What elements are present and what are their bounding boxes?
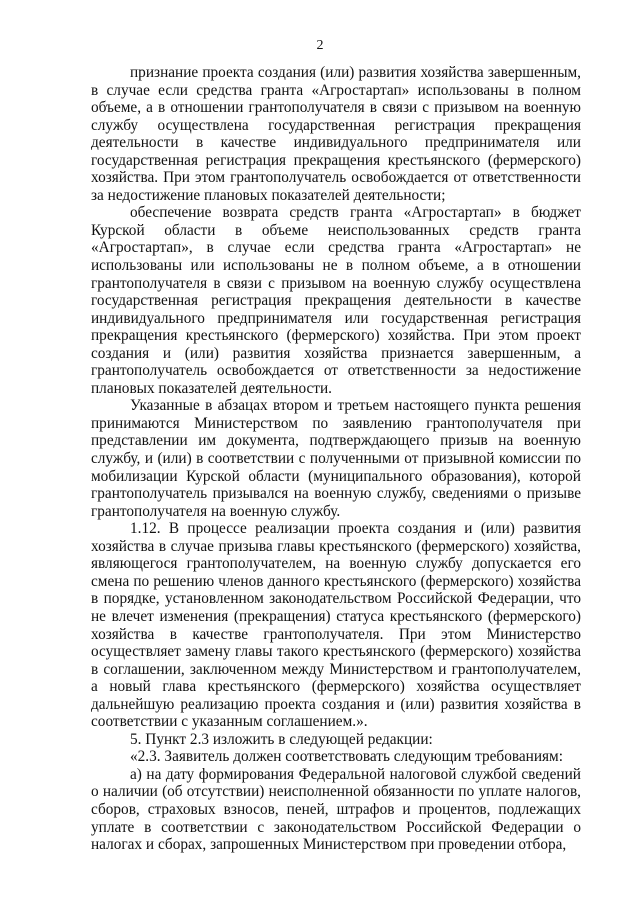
paragraph-decisions: Указанные в абзацах втором и третьем настоящего пункта решения принимаются Министерством по заявлению грантополучателя при представлении им документа, подтверждающего призыв на военную службу, и (или) в соответствии с полученными от призывной комиссии по мобилизации Курской области (муниципального образования), которой грантополучатель призывался на военную службу, сведениями о призыве грантополучателя на военную службу.: [91, 397, 581, 520]
paragraph-grant-return: обеспечение возврата средств гранта «Агростартап» в бюджет Курской области в объеме неиспользованных средств гранта «Агростартап», в случае если средства гранта «Агростартап» не использованы или использованы не в полном объеме, а в отношении грантополучателя в связи с призывом на военную службу осуществлена государственная регистрация прекращения деятельности в качестве индивидуального предпринимателя или государственная регистрация прекращения крестьянского (фермерского) хозяйства. При этом проект создания и (или) развития хозяйства признается завершенным, а грантополучатель освобождается от ответственности за недостижение плановых показателей деятельности.: [91, 204, 581, 397]
document-body: [91, 64, 581, 854]
paragraph-1-12: 1.12. В процессе реализации проекта создания и (или) развития хозяйства в случае призыва главы крестьянского (фермерского) хозяйства, являющегося грантополучателем, на военную службу допускается его смена по решению членов данного крестьянского (фермерского) хозяйства в порядке, установленном законодательством Российской Федерации, что не влечет изменения (прекращения) статуса крестьянского (фермерского) хозяйства в качестве грантополучателя. При этом Министерство осуществляет замену главы такого крестьянского (фермерского) хозяйства в соглашении, заключенном между Министерством и грантополучателем, а новый глава крестьянского (фермерского) хозяйства осуществляет дальнейшую реализацию проекта создания и (или) развития хозяйства в соответствии с указанным соглашением.».: [91, 520, 581, 731]
paragraph-item-5: 5. Пункт 2.3 изложить в следующей редакции:: [130, 730, 433, 748]
page-number: 2: [316, 38, 324, 53]
paragraph-continuation: признание проекта создания (или) развития хозяйства завершенным, в случае если средства гранта «Агростартап» использованы в полном объеме, а в отношении грантополучателя в связи с призывом на военную службу осуществлена государственная регистрация прекращения деятельности в качестве индивидуального предпринимателя или государственная регистрация прекращения крестьянского (фермерского) хозяйства. При этом грантополучатель освобождается от ответственности за недостижение плановых показателей деятельности;: [91, 64, 581, 204]
paragraph-2-3: «2.3. Заявитель должен соответствовать следующим требованиям:: [130, 748, 563, 766]
paragraph-2-3-a: а) на дату формирования Федеральной налоговой службой сведений о наличии (об отсутствии) неисполненной обязанности по уплате налогов, сборов, страховых взносов, пеней, штрафов и процентов, подлежащих уплате в соответствии с законодательством Российской Федерации о налогах и сборах, запрошенных Министерством при проведении отбора,: [91, 765, 581, 854]
